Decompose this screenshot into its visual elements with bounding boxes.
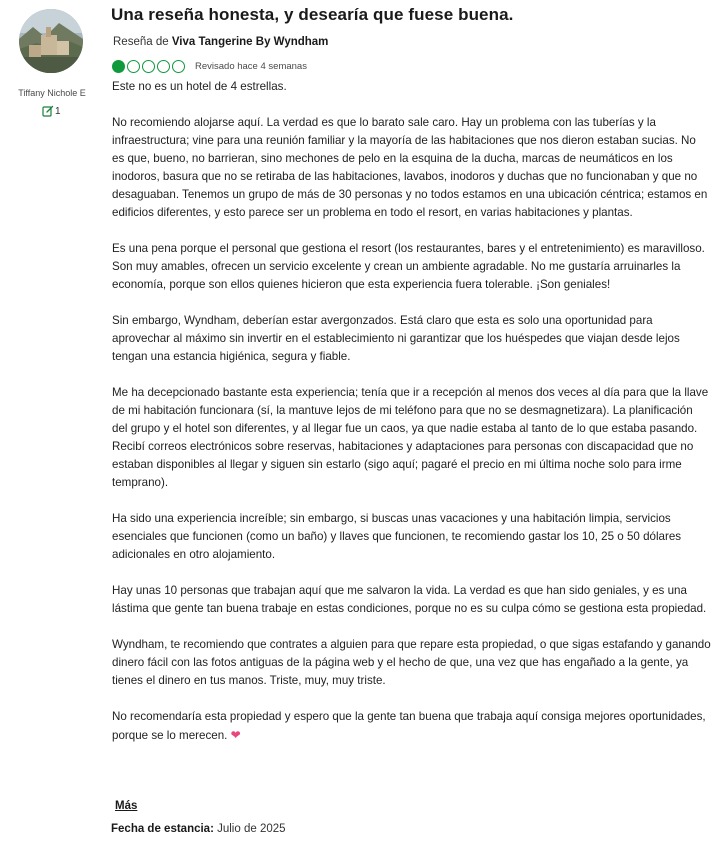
rating-bubble-icon <box>157 60 170 73</box>
rating-row <box>112 58 307 74</box>
review-paragraph: Este no es un hotel de 4 estrellas. <box>112 80 287 93</box>
review-paragraph: Wyndham, te recomiendo que contrates a alguien para que repare esta propiedad, o que sigas estafando y ganando dinero fácil con las fotos antiguas de la página web y el hecho de que, una vez que has engañado a la gente, ya tienes el dinero en tus manos. Triste, muy, muy triste. <box>112 638 711 687</box>
review-paragraph: Hay unas 10 personas que trabajan aquí que me salvaron la vida. La verdad es que han sido geniales, y es una lástima que gente tan buena trabaje en estas condiciones, porque no es su culpa cómo se gestiona esta propiedad. <box>112 584 707 615</box>
contributions-value: 1 <box>55 105 61 117</box>
review-paragraph: Me ha decepcionado bastante esta experiencia; tenía que ir a recepción al menos dos veces al día para que la llave de mi habitación funcionara (sí, la mantuve lejos de mi teléfono para que no se desmagnetizara). La planificación del grupo y el hotel son diferentes, y al llegar fue un caos, ya que nadie estaba al tanto de lo que estaba pasando. Recibí correos electrónicos sobre reservas, habitaciones y adaptaciones para personas con discapacidad que no estaban disponibles al llegar y siguen sin estarlo (sigo aquí; pagaré el precio en mi última noche solo para irme temprano). <box>112 386 709 489</box>
review-paragraph: Sin embargo, Wyndham, deberían estar avergonzados. Está claro que esta es solo una oportunidad para aprovechar al máximo sin invertir en el establecimiento ni garantizar que los huéspedes que viajan desde lejos tengan una estancia higiénica, segura y fiable. <box>112 314 680 363</box>
stay-date <box>111 823 286 835</box>
review-byline <box>113 36 328 48</box>
contributions-count <box>42 104 61 118</box>
review-paragraph: Ha sido una experiencia increíble; sin embargo, si buscas unas vacaciones y una habitación limpia, servicios esenciales que funcionen (como un baño) y llaves que funcionen, te recomiendo gastar los 10, 25 o 50 dólares adicionales en otro alojamiento. <box>112 512 682 561</box>
rating-bubble-icon <box>142 60 155 73</box>
review-title[interactable]: Una reseña honesta, y desearía que fuese buena. <box>111 5 514 24</box>
more-link[interactable]: Más <box>115 800 138 812</box>
rating-bubble-icon <box>127 60 140 73</box>
review-paragraph: No recomendaría esta propiedad y espero que la gente tan buena que trabaja aquí consiga mejores oportunidades, porque se lo merecen. <box>112 710 706 742</box>
byline-prefix: Reseña de <box>113 36 169 48</box>
review-body <box>112 78 711 745</box>
reviewed-date: Revisado hace 4 semanas <box>195 60 307 72</box>
author-name[interactable]: Tiffany Nichole E <box>18 88 86 98</box>
edit-note-icon <box>42 105 54 117</box>
stay-value: Julio de 2025 <box>217 823 286 835</box>
review-paragraph: Es una pena porque el personal que gestiona el resort (los restaurantes, bares y el entretenimiento) es maravilloso. Son muy amables, ofrecen un servicio excelente y crean un ambiente agradable. No me gustaría arruinarles la economía, porque son ellos quienes hicieron que esta experiencia fuera tolerable. ¡Son geniales! <box>112 242 705 291</box>
rating-bubble-icon <box>172 60 185 73</box>
heart-icon: ❤ <box>230 728 241 742</box>
hotel-name-link[interactable]: Viva Tangerine By Wyndham <box>171 36 329 48</box>
rating-bubble-icon <box>112 60 125 73</box>
stay-label: Fecha de estancia: <box>111 823 214 835</box>
review-paragraph: No recomiendo alojarse aquí. La verdad es que lo barato sale caro. Hay un problema con las tuberías y la infraestructura; vine para una reunión familiar y la mayoría de las habitaciones que nos dieron estaban sucias. No es que, bueno, no barrieran, sino mechones de pelo en la esquina de la ducha, marcas de neumáticos en los inodoros, basura que no se retiraba de las habitaciones, lavabos, inodoros y duchas que no funcionaban y que no desaguaban. Tenemos un grupo de más de 30 personas y no todos estamos en una ubicación céntrica; estamos en edificios diferentes, y esto parece ser un problema en todo el resort, en varias habitaciones y plantas. <box>112 116 708 219</box>
review-paragraph-last <box>112 708 711 745</box>
bubble-rating <box>112 60 185 73</box>
avatar[interactable] <box>19 9 83 73</box>
